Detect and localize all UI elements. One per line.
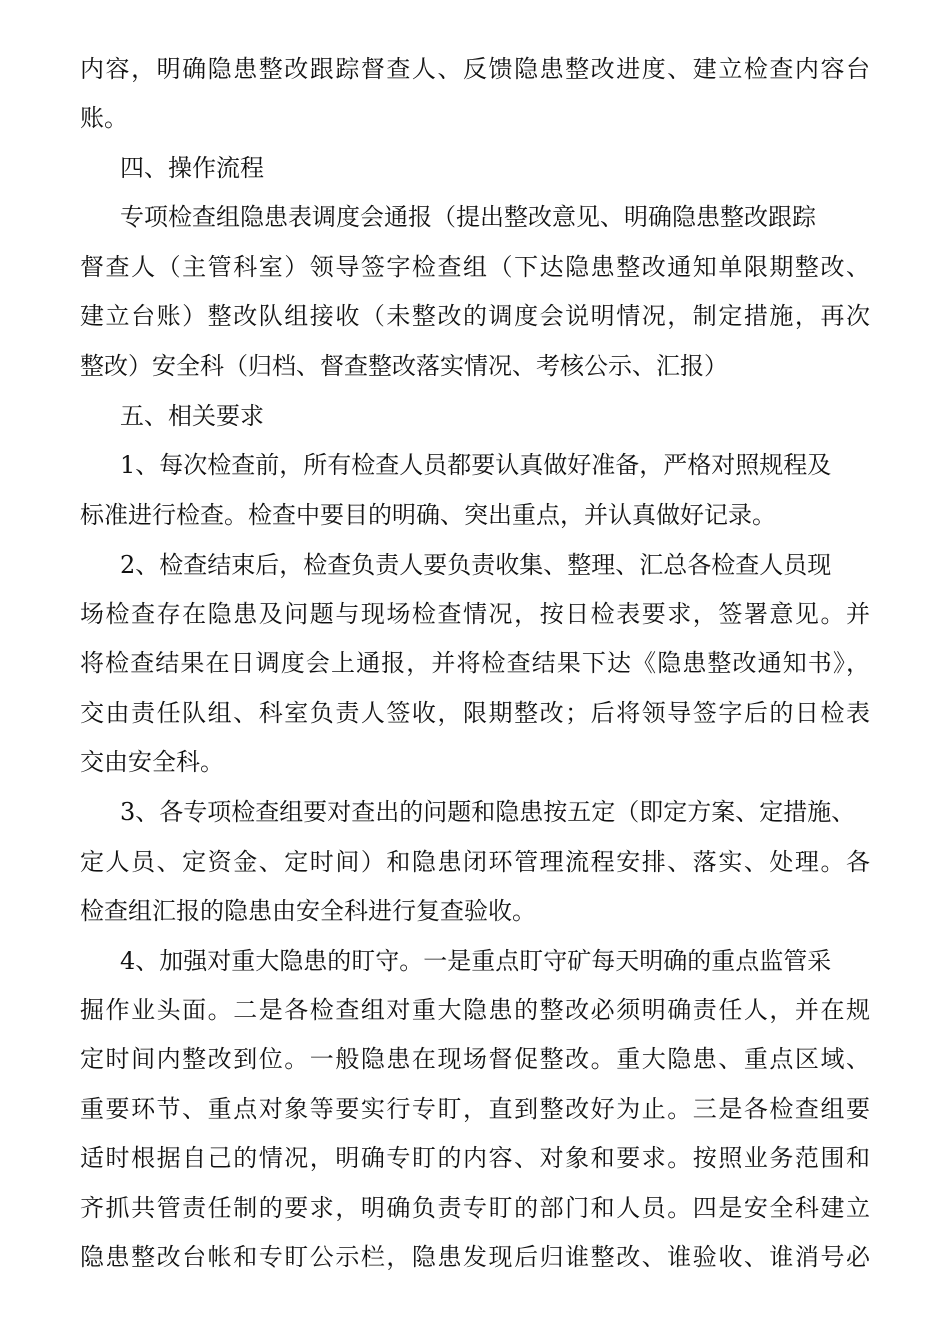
text-line: 定人员、定资金、定时间）和隐患闭环管理流程安排、落实、处理。各 <box>80 848 870 876</box>
text-line: 建立台账）整改队组接收（未整改的调度会说明情况，制定措施，再次 <box>80 302 870 330</box>
text-line: 标准进行检查。检查中要目的明确、突出重点，并认真做好记录。 <box>80 501 776 529</box>
text-line: 督查人（主管科室）领导签字检查组（下达隐患整改通知单限期整改、 <box>80 253 870 281</box>
text-line: 2、检查结束后，检查负责人要负责收集、整理、汇总各检查人员现 <box>120 551 832 579</box>
section-heading: 五、相关要求 <box>120 402 264 430</box>
text-line: 定时间内整改到位。一般隐患在现场督促整改。重大隐患、重点区域、 <box>80 1045 870 1073</box>
section-heading: 四、操作流程 <box>120 154 264 182</box>
text-line: 1、每次检查前，所有检查人员都要认真做好准备，严格对照规程及 <box>120 451 832 479</box>
text-line: 整改）安全科（归档、督查整改落实情况、考核公示、汇报） <box>80 352 728 380</box>
text-line: 适时根据自己的情况，明确专盯的内容、对象和要求。按照业务范围和 <box>80 1144 870 1172</box>
text-line: 交由安全科。 <box>80 748 224 776</box>
text-line: 重要环节、重点对象等要实行专盯，直到整改好为止。三是各检查组要 <box>80 1095 870 1123</box>
text-line: 隐患整改台帐和专盯公示栏，隐患发现后归谁整改、谁验收、谁消号必 <box>80 1243 870 1271</box>
text-line: 掘作业头面。二是各检查组对重大隐患的整改必须明确责任人，并在规 <box>80 996 870 1024</box>
text-line: 4、加强对重大隐患的盯守。一是重点盯守矿每天明确的重点监管采 <box>120 947 832 975</box>
text-line: 场检查存在隐患及问题与现场检查情况，按日检表要求，签署意见。并 <box>80 600 870 628</box>
text-line: 3、各专项检查组要对查出的问题和隐患按五定（即定方案、定措施、 <box>120 798 856 826</box>
text-line: 内容，明确隐患整改跟踪督查人、反馈隐患整改进度、建立检查内容台 <box>80 55 870 83</box>
text-line: 交由责任队组、科室负责人签收，限期整改；后将领导签字后的日检表 <box>80 699 870 727</box>
text-line: 将检查结果在日调度会上通报，并将检查结果下达《隐患整改通知书》， <box>80 649 870 677</box>
text-line: 齐抓共管责任制的要求，明确负责专盯的部门和人员。四是安全科建立 <box>80 1194 870 1222</box>
text-line: 账。 <box>80 104 128 132</box>
text-line: 检查组汇报的隐患由安全科进行复查验收。 <box>80 897 536 925</box>
text-line: 专项检查组隐患表调度会通报（提出整改意见、明确隐患整改跟踪 <box>120 203 816 231</box>
